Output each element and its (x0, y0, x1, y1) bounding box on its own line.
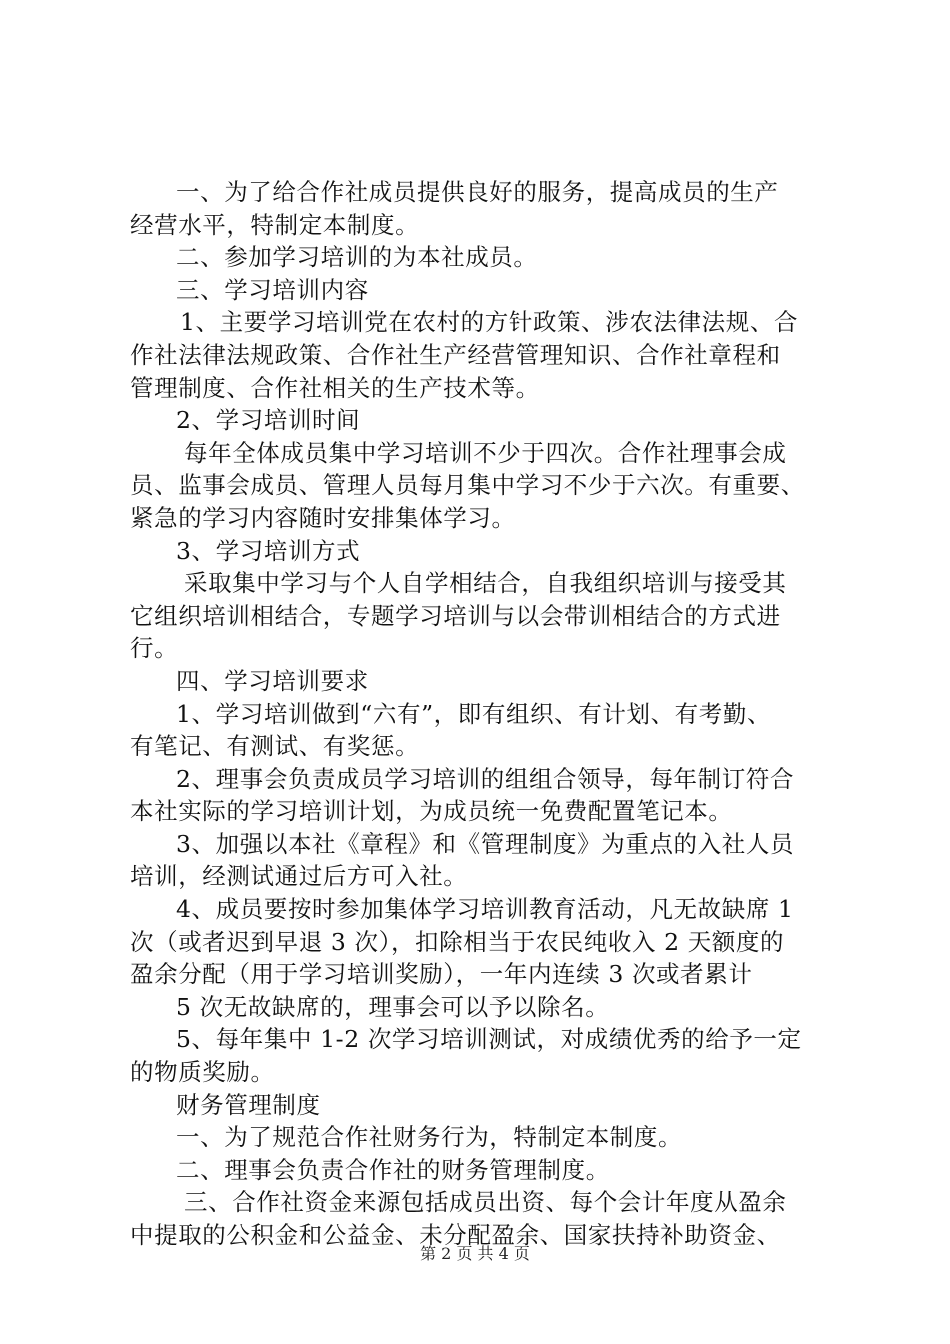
text-line: 三、合作社资金来源包括成员出资、每个会计年度从盈余 (184, 1188, 787, 1217)
text-line: 紧急的学习内容随时安排集体学习。 (130, 503, 516, 532)
text-line: 四、学习培训要求 (176, 666, 369, 695)
text-line: 一、为了给合作社成员提供良好的服务，提高成员的生产 (176, 178, 779, 206)
page-number-footer: 第 2 页 共 4 页 (420, 1244, 530, 1263)
section-heading: 财务管理制度 (176, 1090, 321, 1119)
text-line: 次（或者迟到早退 3 次），扣除相当于农民纯收入 2 天额度的 (130, 927, 785, 956)
text-line: 5 次无故缺席的，理事会可以予以除名。 (176, 992, 610, 1021)
text-line: 3、学习培训方式 (176, 536, 361, 565)
text-line: 1、主要学习培训党在农村的方针政策、涉农法律法规、合 (180, 308, 799, 337)
text-line: 一、为了规范合作社财务行为，特制定本制度。 (176, 1123, 683, 1152)
text-line: 二、理事会负责合作社的财务管理制度。 (176, 1155, 610, 1184)
text-line: 每年全体成员集中学习培训不少于四次。合作社理事会成 (184, 438, 787, 467)
text-line: 二、参加学习培训的为本社成员。 (176, 243, 538, 272)
text-line: 管理制度、合作社相关的生产技术等。 (130, 373, 540, 402)
text-line: 的物质奖励。 (130, 1058, 275, 1087)
text-line: 培训，经测试通过后方可入社。 (130, 862, 468, 891)
text-line: 经营水平，特制定本制度。 (130, 210, 420, 239)
text-line: 员、监事会成员、管理人员每月集中学习不少于六次。有重要、 (130, 471, 805, 500)
text-line: 本社实际的学习培训计划，为成员统一免费配置笔记本。 (130, 797, 733, 826)
text-line: 盈余分配（用于学习培训奖励），一年内连续 3 次或者累计 (130, 960, 753, 989)
text-line: 采取集中学习与个人自学相结合，自我组织培训与接受其 (184, 569, 787, 598)
text-line: 作社法律法规政策、合作社生产经营管理知识、合作社章程和 (130, 340, 781, 369)
text-line: 三、学习培训内容 (176, 275, 369, 304)
text-line: 4、成员要按时参加集体学习培训教育活动，凡无故缺席 1 (176, 895, 794, 924)
text-line: 中提取的公积金和公益金、未分配盈余、国家扶持补助资金、 (130, 1221, 781, 1249)
text-line: 它组织培训相结合，专题学习培训与以会带训相结合的方式进 (130, 601, 781, 630)
text-line: 有笔记、有测试、有奖惩。 (130, 732, 420, 761)
text-line: 5、每年集中 1-2 次学习培训测试，对成绩优秀的给予一定 (176, 1025, 802, 1054)
text-line: 行。 (130, 634, 179, 663)
text-line: 2、学习培训时间 (176, 406, 361, 435)
document-body (130, 176, 830, 1252)
text-line: 3、加强以本社《章程》和《管理制度》为重点的入社人员 (176, 829, 795, 858)
text-line: 2、理事会负责成员学习培训的组组合领导，每年制订符合 (176, 764, 795, 793)
text-line: 1、学习培训做到“六有”，即有组织、有计划、有考勤、 (176, 699, 772, 728)
